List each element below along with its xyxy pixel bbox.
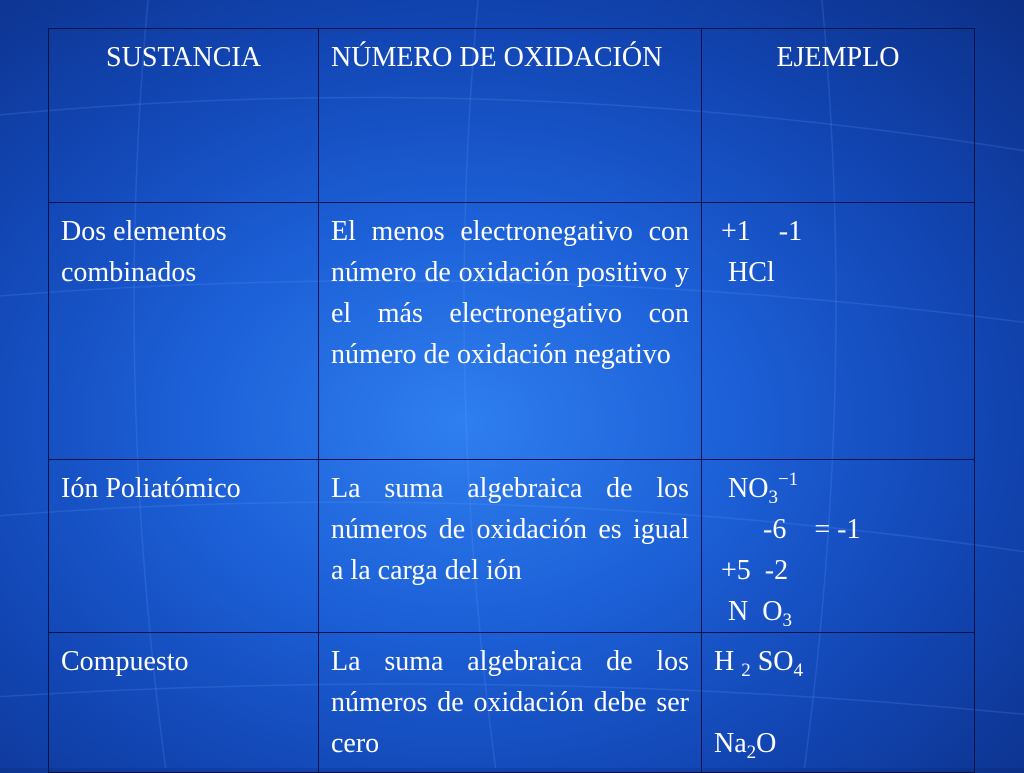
header-example: EJEMPLO [702,29,975,203]
example-cell [702,460,975,633]
example-charges: +5 -2 [714,555,789,586]
description-cell: La suma algebraica de los números de oxidación debe ser cero [319,633,702,773]
description-cell: El menos electronegativo con número de oxidación positivo y el más electronegativo con número de oxidación negativo [319,203,702,460]
ion-charge: −1 [777,469,799,490]
formula-subscript: 4 [793,660,804,681]
description-cell: La suma algebraica de los números de oxidación es igual a la carga del ión [319,460,702,633]
example-formula-na2o [714,723,962,764]
table-row [49,460,975,633]
header-oxidation-number: NÚMERO DE OXIDACIÓN [319,29,702,203]
formula-subscript: 2 [741,660,751,681]
ion-subscript: 3 [768,487,778,508]
formula-part: H [714,646,742,677]
substance-cell: Compuesto [49,633,319,773]
formula-part: SO [750,646,794,677]
example-formula-h2so4 [714,641,962,682]
table-row [49,203,975,460]
header-substance: SUSTANCIA [49,29,319,203]
table-row [49,633,975,773]
example-formula [714,591,962,632]
example-spacer [714,682,962,723]
substance-cell: Ión Poliatómico [49,460,319,633]
formula-subscript: 2 [746,742,757,763]
formula-part: Na [714,728,747,759]
example-formula: HCl [714,257,775,288]
oxidation-number-table [48,28,975,773]
example-cell [702,633,975,773]
example-charges: +1 -1 [714,216,803,247]
example-cell [702,203,975,460]
substance-cell: Dos elementos combinados [49,203,319,460]
formula-base: N O [714,596,783,627]
example-ion [714,468,962,509]
table-header-row [49,29,975,203]
ion-base: NO [714,473,769,504]
example-sum: -6 = -1 [714,514,861,545]
formula-part: O [756,728,777,759]
formula-subscript: 3 [782,610,792,631]
